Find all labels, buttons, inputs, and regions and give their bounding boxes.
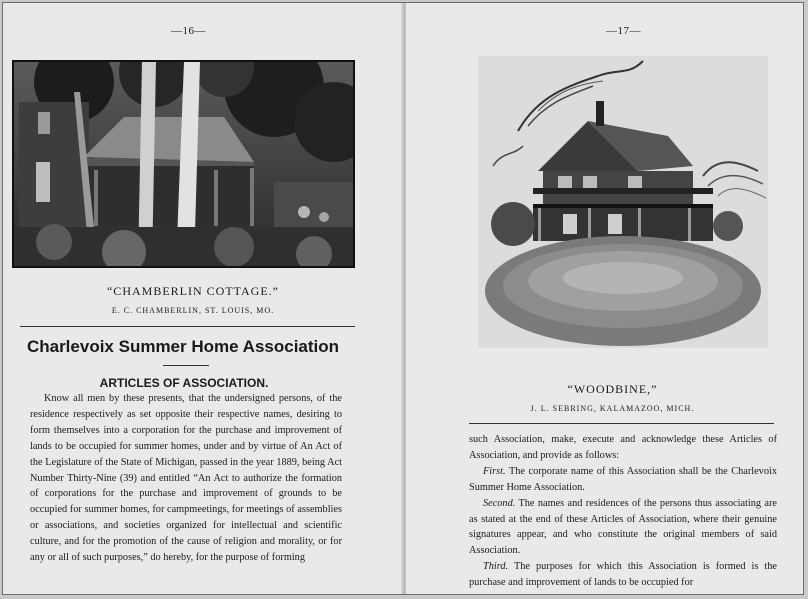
articles-para-third (469, 559, 777, 591)
articles-preamble: Know all men by these presents, that the undersigned persons, of the residence respectively as set opposite their respective names, desiring to form themselves into a corporation for the purchase and improvement of lands to be occupied for summer homes, under and by virtue of An Act of the Legislature of the State of Michigan, passed in the year 1889, being Act Number Thirty-Nine (39) and entitled “An Act to authorize the formation of corporations for the purchase and improvement of grounds to be occupied for summer homes, for campmeetings, for meetings of assemblies or associations, and societies organized for intellectual and scientific culture, and for the promotion of the cause of religion and morality, or for any or all of such purposes,” do hereby, for the purpose of forming (30, 393, 342, 564)
articles-para-first (469, 464, 777, 496)
articles-para-second (469, 496, 777, 560)
right-page (406, 3, 803, 594)
left-page (3, 3, 403, 594)
section-subheading: ARTICLES OF ASSOCIATION. (99, 376, 269, 390)
book-spread (2, 2, 804, 595)
article-text-third: The purposes for which this Association is formed is the purchase and improvement of lands to be occupied for (469, 561, 777, 589)
page-number-left: —16— (171, 25, 206, 37)
article-label-first: First. (483, 465, 506, 477)
articles-continued (469, 432, 777, 591)
page-number-right: —17— (606, 25, 641, 37)
section-rule-right (469, 423, 774, 424)
heading-divider (163, 365, 209, 366)
article-label-third: Third. (483, 561, 509, 573)
article-text-second: The names and residences of the persons thus associating are as stated at the end of these Articles of Association, where their genuine signatures appear, and who constitute the original members of said Association. (469, 497, 777, 557)
illustration-caption-title: “WOODBINE,” (567, 382, 658, 396)
article-label-second: Second. (483, 497, 516, 509)
photo-caption-title: “CHAMBERLIN COTTAGE.” (106, 284, 280, 298)
woodbine-cottage-illustration (478, 56, 768, 348)
articles-para-1: such Association, make, execute and acknowledge these Articles of Association, and provide as follows: (469, 434, 777, 461)
article-text-first: The corporate name of this Association shall be the Charlevoix Summer Home Association. (469, 465, 777, 493)
section-rule (20, 326, 355, 327)
document-heading: Charlevoix Summer Home Association (26, 337, 340, 356)
illustration-caption-owner: J. L. SEBRING, KALAMAZOO, MICH. (530, 404, 695, 413)
photo-caption-owner: E. C. CHAMBERLIN, ST. LOUIS, MO. (111, 306, 275, 315)
chamberlin-cottage-photo (12, 60, 355, 268)
